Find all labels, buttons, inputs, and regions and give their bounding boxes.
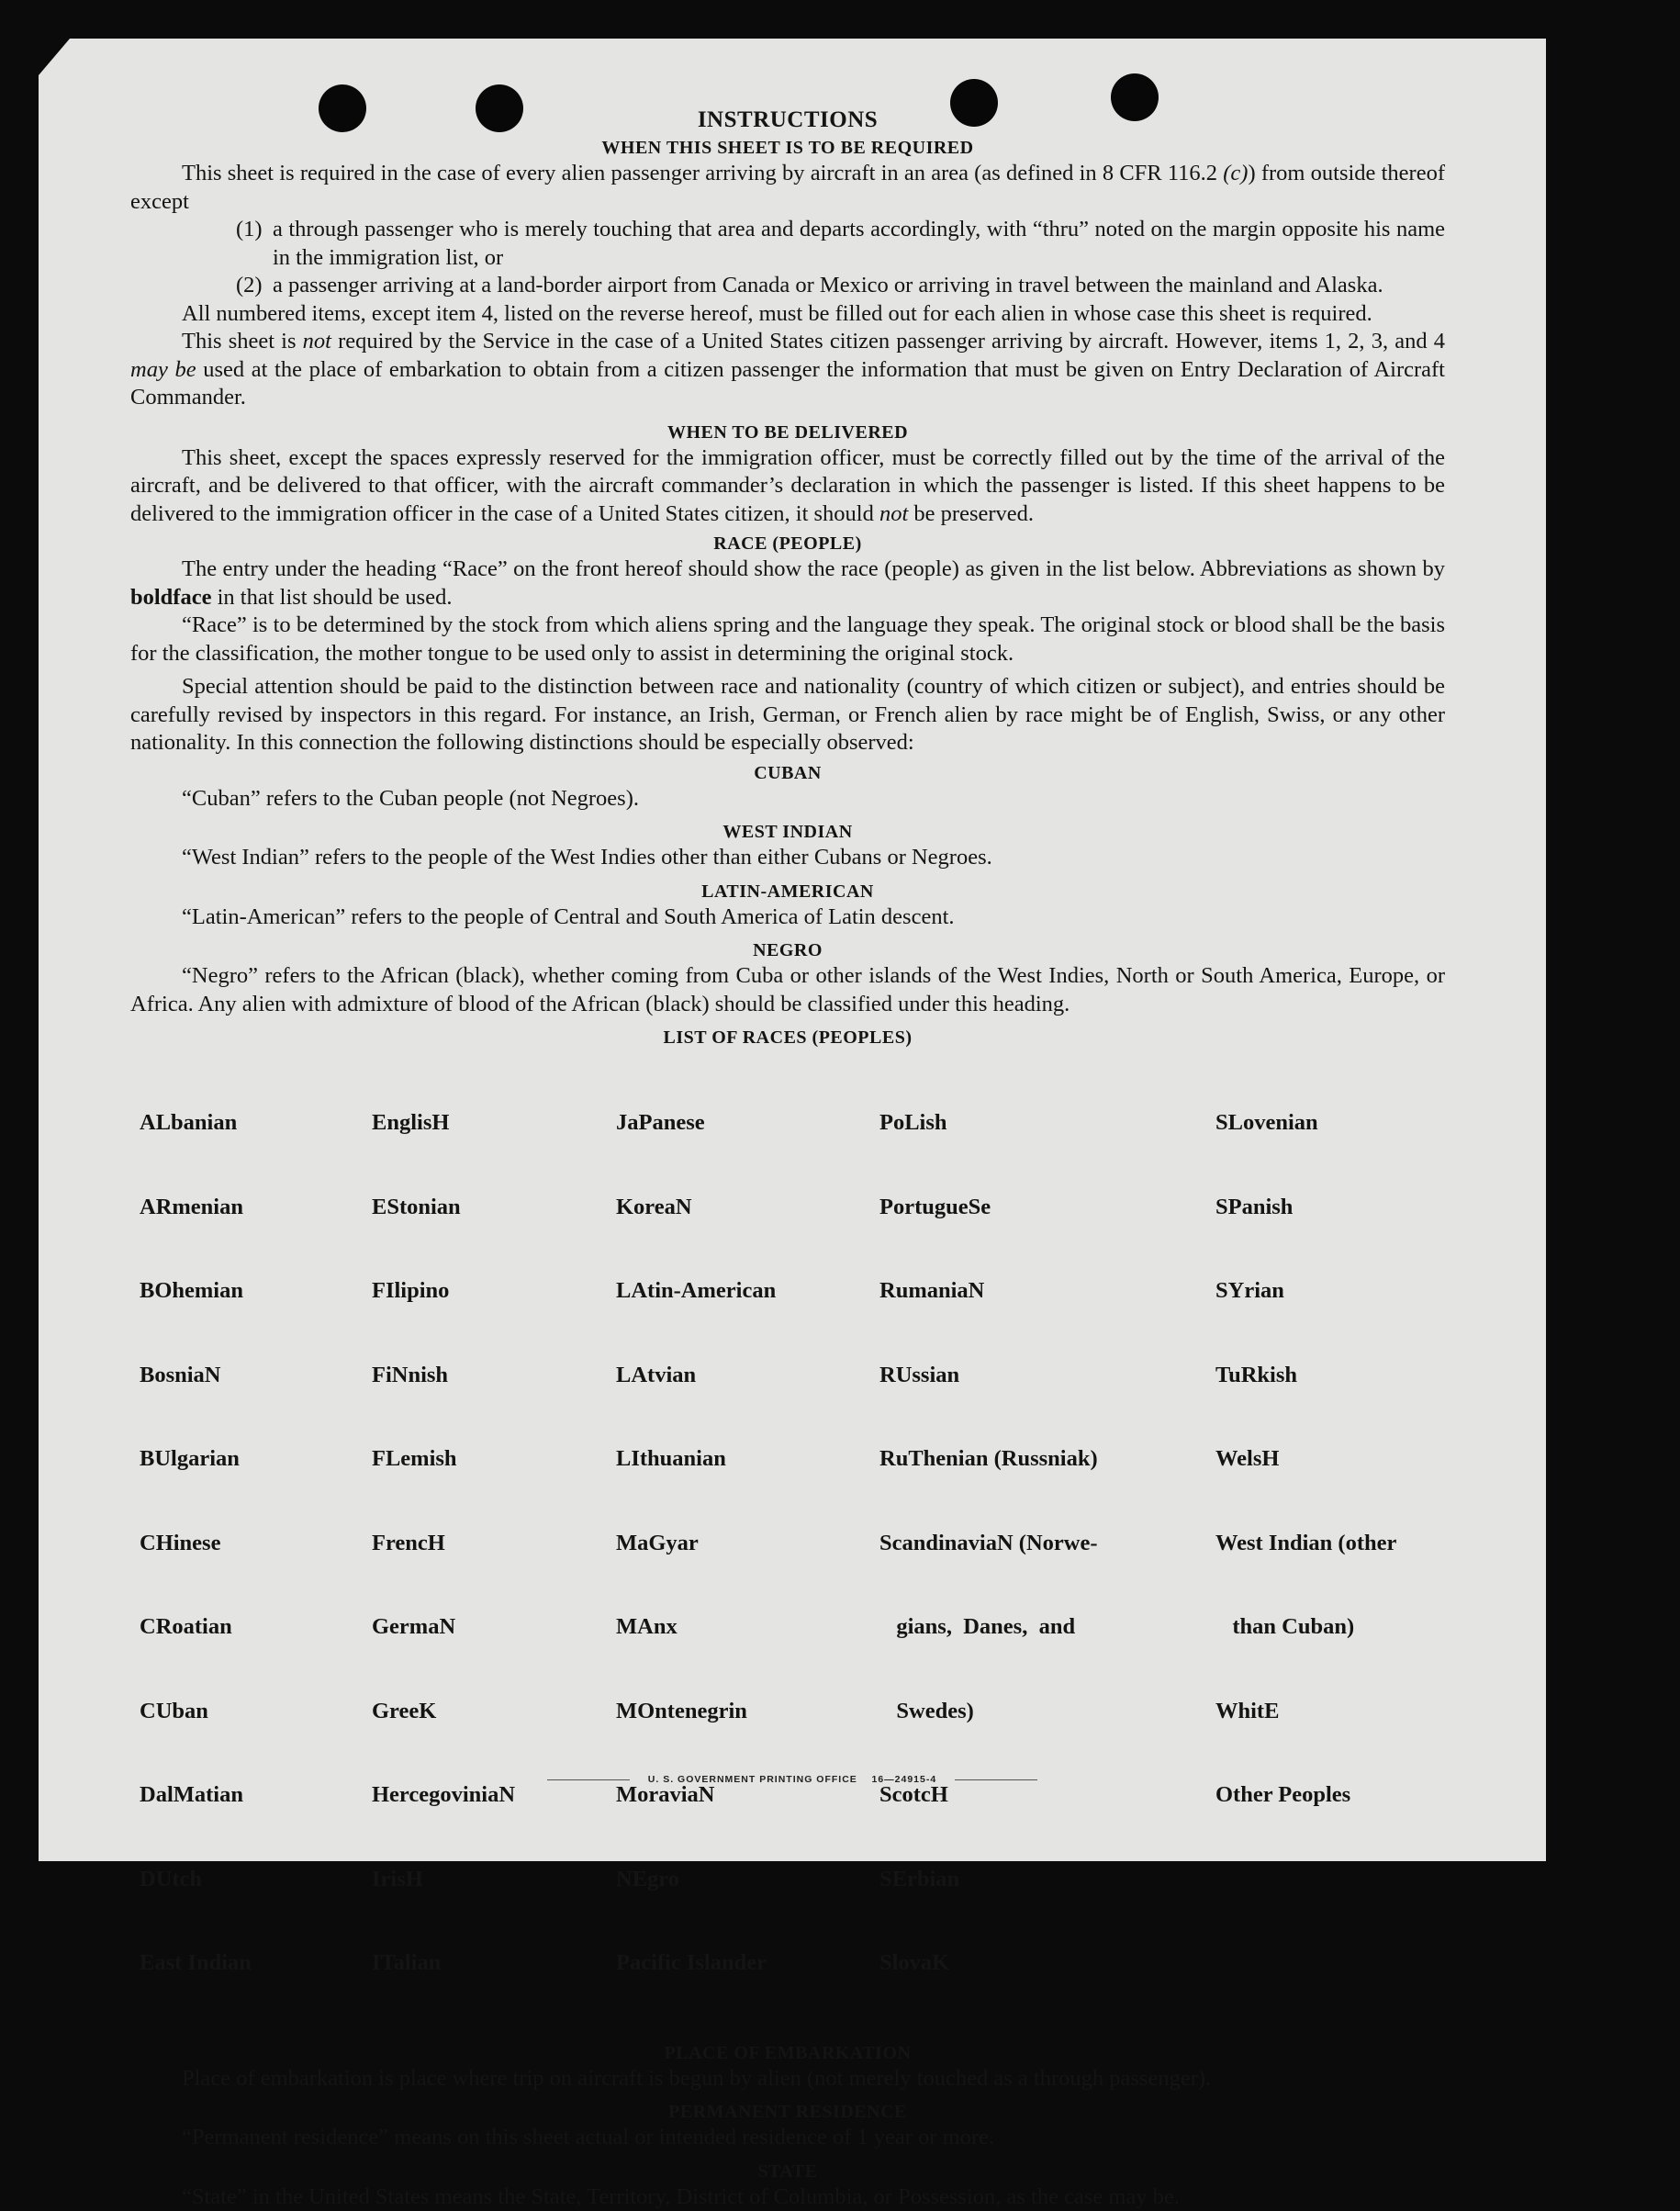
race-entry: East Indian <box>140 1949 372 1978</box>
race-entry: Other Peoples <box>1215 1781 1454 1810</box>
race-entry: CHinese <box>140 1530 372 1558</box>
race-entry: ALbanian <box>140 1109 372 1138</box>
section-heading-negro: NEGRO <box>130 938 1445 962</box>
race-entry: SlovaK <box>879 1949 1215 1978</box>
race-entry: RuThenian (Russniak) <box>879 1445 1215 1474</box>
race-entry: SPanish <box>1215 1194 1454 1222</box>
race-entry: WelsH <box>1215 1445 1454 1474</box>
section-heading-race: RACE (PEOPLE) <box>130 532 1445 556</box>
citizen-paragraph <box>130 328 1445 412</box>
race-entry: MoraviaN <box>616 1781 879 1810</box>
printer-imprint: U. S. GOVERNMENT PRINTING OFFICE 16—24915-4 <box>648 1774 936 1785</box>
race-entry: EnglisH <box>372 1109 616 1138</box>
race-paragraph-1 <box>130 556 1445 612</box>
exception-item-1 <box>236 216 1445 272</box>
race-p1-text-b: in that list should be used. <box>211 585 452 610</box>
race-paragraph-2: “Race” is to be determined by the stock from which aliens spring and the language they speak. The original stock or blood shall be the basis for the classification, the mother tongue to be used only to assist in determining the original stock. <box>130 612 1445 668</box>
race-entry: JaPanese <box>616 1109 879 1138</box>
residence-paragraph: “Permanent residence” means on this sheet actual or intended residence of 1 year or more. <box>130 2124 1445 2152</box>
race-entry: MAnx <box>616 1613 879 1642</box>
section-heading-west-indian: WEST INDIAN <box>130 820 1445 844</box>
race-entry: MaGyar <box>616 1530 879 1558</box>
race-entry: FLemish <box>372 1445 616 1474</box>
section-heading-embarkation: PLACE OF EMBARKATION <box>130 2041 1445 2065</box>
race-entry: DUtch <box>140 1866 372 1894</box>
instructions-body <box>130 105 1445 2211</box>
race-entry: HercegoviniaN <box>372 1781 616 1810</box>
race-entry: MOntenegrin <box>616 1698 879 1726</box>
required-intro-end: ) from outside thereof except <box>130 161 1445 214</box>
latin-american-paragraph: “Latin-American” refers to the people of Central and South America of Latin descent. <box>130 903 1445 932</box>
race-entry: ITalian <box>372 1949 616 1978</box>
race-entry: CUban <box>140 1698 372 1726</box>
race-entry: West Indian (other <box>1215 1530 1454 1558</box>
item-text: a passenger arriving at a land-border airport from Canada or Mexico or arriving in travel between the mainland and Alaska. <box>273 272 1445 300</box>
race-entry: BUlgarian <box>140 1445 372 1474</box>
item-number: (1) <box>236 216 273 272</box>
races-list <box>140 1053 1445 2034</box>
races-column-1 <box>140 1053 372 2034</box>
race-paragraph-3: Special attention should be paid to the distinction between race and nationality (country of which citizen or subject), and entries should be carefully revised by inspectors in this regard. For instance, an Irish, German, or French alien by race might be of English, Swiss, or any other nationality. In this connection the following distinctions should be especially observed: <box>130 673 1445 758</box>
cuban-paragraph: “Cuban” refers to the Cuban people (not Negroes). <box>130 785 1445 814</box>
races-column-2 <box>372 1053 616 2034</box>
race-entry: IrisH <box>372 1866 616 1894</box>
race-entry: FrencH <box>372 1530 616 1558</box>
citizen-text-not: not <box>303 329 331 354</box>
race-entry: SLovenian <box>1215 1109 1454 1138</box>
race-entry: ScandinaviaN (Norwe- <box>879 1530 1215 1558</box>
race-entry: Swedes) <box>879 1698 1215 1726</box>
section-heading-delivered: WHEN TO BE DELIVERED <box>130 421 1445 444</box>
race-entry: SYrian <box>1215 1277 1454 1306</box>
citizen-text-maybe: may be <box>130 357 196 382</box>
race-p1-boldface: boldface <box>130 585 211 610</box>
race-entry: WhitE <box>1215 1698 1454 1726</box>
race-entry: LAtvian <box>616 1362 879 1390</box>
embarkation-paragraph: Place of embarkation is place where trip on aircraft is begun by alien (not merely touched as a through passenger). <box>130 2065 1445 2093</box>
race-entry: BOhemian <box>140 1277 372 1306</box>
race-p1-text-a: The entry under the heading “Race” on the front hereof should show the race (people) as given in the list below. Abbreviations as shown by <box>182 556 1445 581</box>
delivered-text-b: be preserved. <box>908 501 1034 526</box>
citizen-text-b: required by the Service in the case of a United States citizen passenger arriving by aircraft. However, items 1, 2, 3, and 4 <box>331 329 1445 354</box>
race-entry: DalMatian <box>140 1781 372 1810</box>
required-intro-text: This sheet is required in the case of every alien passenger arriving by aircraft in an area (as defined in 8 CFR 116.2 <box>182 161 1223 185</box>
delivered-text-not: not <box>879 501 908 526</box>
document-page <box>39 39 1546 1861</box>
negro-paragraph: “Negro” refers to the African (black), whether coming from Cuba or other islands of the West Indies, North or South America, Europe, or Africa. Any alien with admixture of blood of the African (black) should be classified under this heading. <box>130 962 1445 1018</box>
race-entry: RumaniaN <box>879 1277 1215 1306</box>
west-indian-paragraph: “West Indian” refers to the people of the West Indies other than either Cubans or Negroes. <box>130 844 1445 872</box>
races-column-3 <box>616 1053 879 2034</box>
item-text: a through passenger who is merely touching that area and departs accordingly, with “thru” noted on the margin opposite his name in the immigration list, or <box>273 216 1445 272</box>
delivered-text-a: This sheet, except the spaces expressly reserved for the immigration officer, must be correctly filled out by the time of the arrival of the aircraft, and be delivered to that officer, with the aircraft commander’s declaration in which the passenger is listed. If this sheet happens to be delivered to the immigration officer in the case of a United States citizen, it should <box>130 445 1445 526</box>
required-intro-c: (c) <box>1223 161 1248 185</box>
item-number: (2) <box>236 272 273 300</box>
section-heading-races-list: LIST OF RACES (PEOPLES) <box>130 1026 1445 1049</box>
race-entry: TuRkish <box>1215 1362 1454 1390</box>
citizen-text-a: This sheet is <box>182 329 303 354</box>
race-entry: SErbian <box>879 1866 1215 1894</box>
race-entry: FiNnish <box>372 1362 616 1390</box>
required-intro <box>130 160 1445 216</box>
exception-item-2 <box>236 272 1445 300</box>
delivered-paragraph <box>130 444 1445 529</box>
race-entry: Pacific Islander <box>616 1949 879 1978</box>
race-entry: PortugueSe <box>879 1194 1215 1222</box>
race-entry: than Cuban) <box>1215 1613 1454 1642</box>
printer-footer <box>39 1774 1546 1785</box>
race-entry: LIthuanian <box>616 1445 879 1474</box>
numbered-items-paragraph: All numbered items, except item 4, listed on the reverse hereof, must be filled out for each alien in whose case this sheet is required. <box>130 300 1445 329</box>
footer-rule <box>547 1779 630 1780</box>
race-entry: BosniaN <box>140 1362 372 1390</box>
race-entry: LAtin-American <box>616 1277 879 1306</box>
page-title: INSTRUCTIONS <box>130 105 1445 136</box>
section-heading-cuban: CUBAN <box>130 761 1445 785</box>
race-entry: KoreaN <box>616 1194 879 1222</box>
race-entry: FIlipino <box>372 1277 616 1306</box>
race-entry: PoLish <box>879 1109 1215 1138</box>
race-entry: gians, Danes, and <box>879 1613 1215 1642</box>
state-paragraph: “State” in the United States means the State, Territory, District of Columbia, or Possession, as the case may be. <box>130 2183 1445 2211</box>
races-column-4 <box>879 1053 1215 2034</box>
torn-corner <box>39 39 70 75</box>
race-entry: NEgro <box>616 1866 879 1894</box>
citizen-text-c: used at the place of embarkation to obtain from a citizen passenger the information that must be given on Entry Declaration of Aircraft Commander. <box>130 357 1445 410</box>
race-entry: GreeK <box>372 1698 616 1726</box>
race-entry: ARmenian <box>140 1194 372 1222</box>
race-entry: GermaN <box>372 1613 616 1642</box>
race-entry: ScotcH <box>879 1781 1215 1810</box>
section-heading-latin-american: LATIN-AMERICAN <box>130 880 1445 903</box>
section-heading-required: WHEN THIS SHEET IS TO BE REQUIRED <box>130 136 1445 160</box>
races-column-5 <box>1215 1053 1454 2034</box>
race-entry: RUssian <box>879 1362 1215 1390</box>
footer-rule <box>955 1779 1037 1780</box>
race-entry: EStonian <box>372 1194 616 1222</box>
section-heading-state: STATE <box>130 2160 1445 2183</box>
section-heading-residence: PERMANENT RESIDENCE <box>130 2100 1445 2124</box>
race-entry: CRoatian <box>140 1613 372 1642</box>
